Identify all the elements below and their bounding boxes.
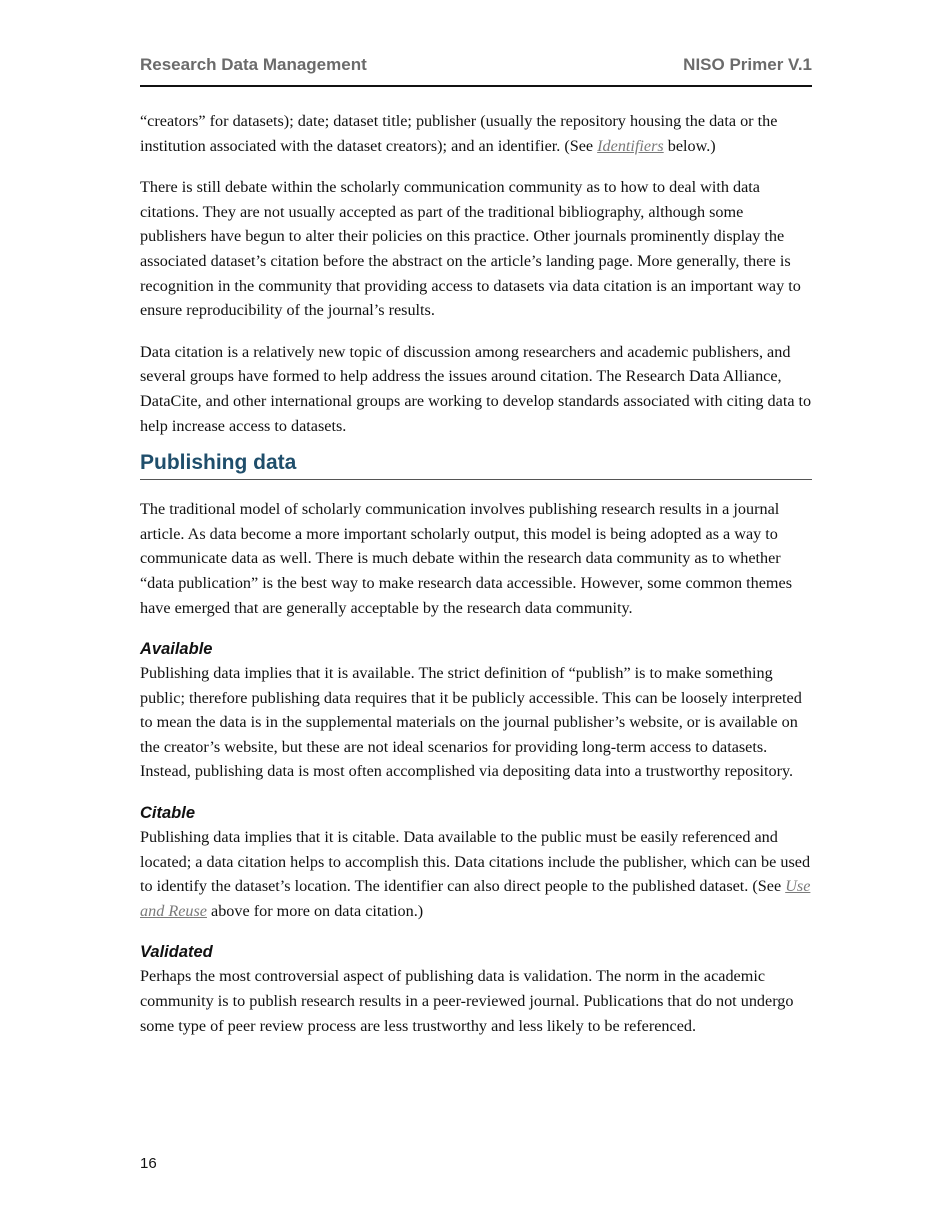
section-heading-wrapper [140,449,812,480]
document-body [140,109,812,1038]
paragraph-citable [140,825,812,923]
running-header [140,55,812,87]
paragraph-text: below.) [663,136,716,155]
paragraph-citation-debate: There is still debate within the scholarly communication community as to how to deal with data citations. They are not usually accepted as part of the traditional bibliography, although some publishers have begun to alter their policies on this practice. Other journals prominently display the associated dataset’s citation before the abstract on the article’s landing page. More generally, there is recognition in the community that providing access to datasets via data citation is an important way to ensure reproducibility of the journal’s results. [140,178,801,320]
paragraph-available: Publishing data implies that it is available. The strict definition of “publish” is to make something public; therefore publishing data requires that it be publicly accessible. This can be loosely interpreted to mean the data is in the supplemental materials on the journal publisher’s website, or is available on the creator’s website, but these are not ideal scenarios for providing long-term access to datasets. Instead, publishing data is most often accomplished via depositing data into a trustworthy repository. [140,664,802,781]
paragraph-text: Publishing data implies that it is citable. Data available to the public must be easily referenced and located; a data citation helps to accomplish this. Data citations include the publisher, which can be used to identify the dataset’s location. The identifier can also direct people to the published dataset. (See [140,828,811,896]
use-and-reuse-link[interactable]: Use and Reuse [140,877,811,920]
identifiers-link[interactable]: Identifiers [597,136,664,155]
header-document-title: Research Data Management [140,55,367,74]
paragraph-text: above for more on data citation.) [206,901,424,920]
page-number: 16 [140,1155,157,1172]
paragraph-section-intro: The traditional model of scholarly communication involves publishing research results in a journal article. As data become a more important scholarly output, this model is being adopted as a way to communicate data as well. There is much debate within the research data community as to whether “data publication” is the best way to make research data accessible. However, some common themes have emerged that are generally acceptable by the research data community. [140,500,793,617]
subheading-validated: Validated [140,943,213,962]
subheading-citable: Citable [140,804,196,823]
paragraph-data-citation: Data citation is a relatively new topic of discussion among researchers and academic publishers, and several groups have formed to help address the issues around citation. The Research Data Alliance, DataCite, and other international groups are working to develop standards associated with citing data to help increase access to datasets. [140,342,812,435]
header-series-title: NISO Primer V.1 [683,55,812,74]
subheading-available: Available [140,640,213,659]
paragraph-validated: Perhaps the most controversial aspect of publishing data is validation. The norm in the academic community is to publish research results in a peer-reviewed journal. Publications that do not undergo some type of peer review process are less trustworthy and less likely to be referenced. [140,967,794,1035]
section-heading-publishing-data: Publishing data [140,449,812,480]
paragraph-text: “creators” for datasets); date; dataset title; publisher (usually the repository housing the data or the institution associated with the dataset creators); and an identifier. (See [140,112,778,155]
paragraph-citation-elements [140,109,812,158]
